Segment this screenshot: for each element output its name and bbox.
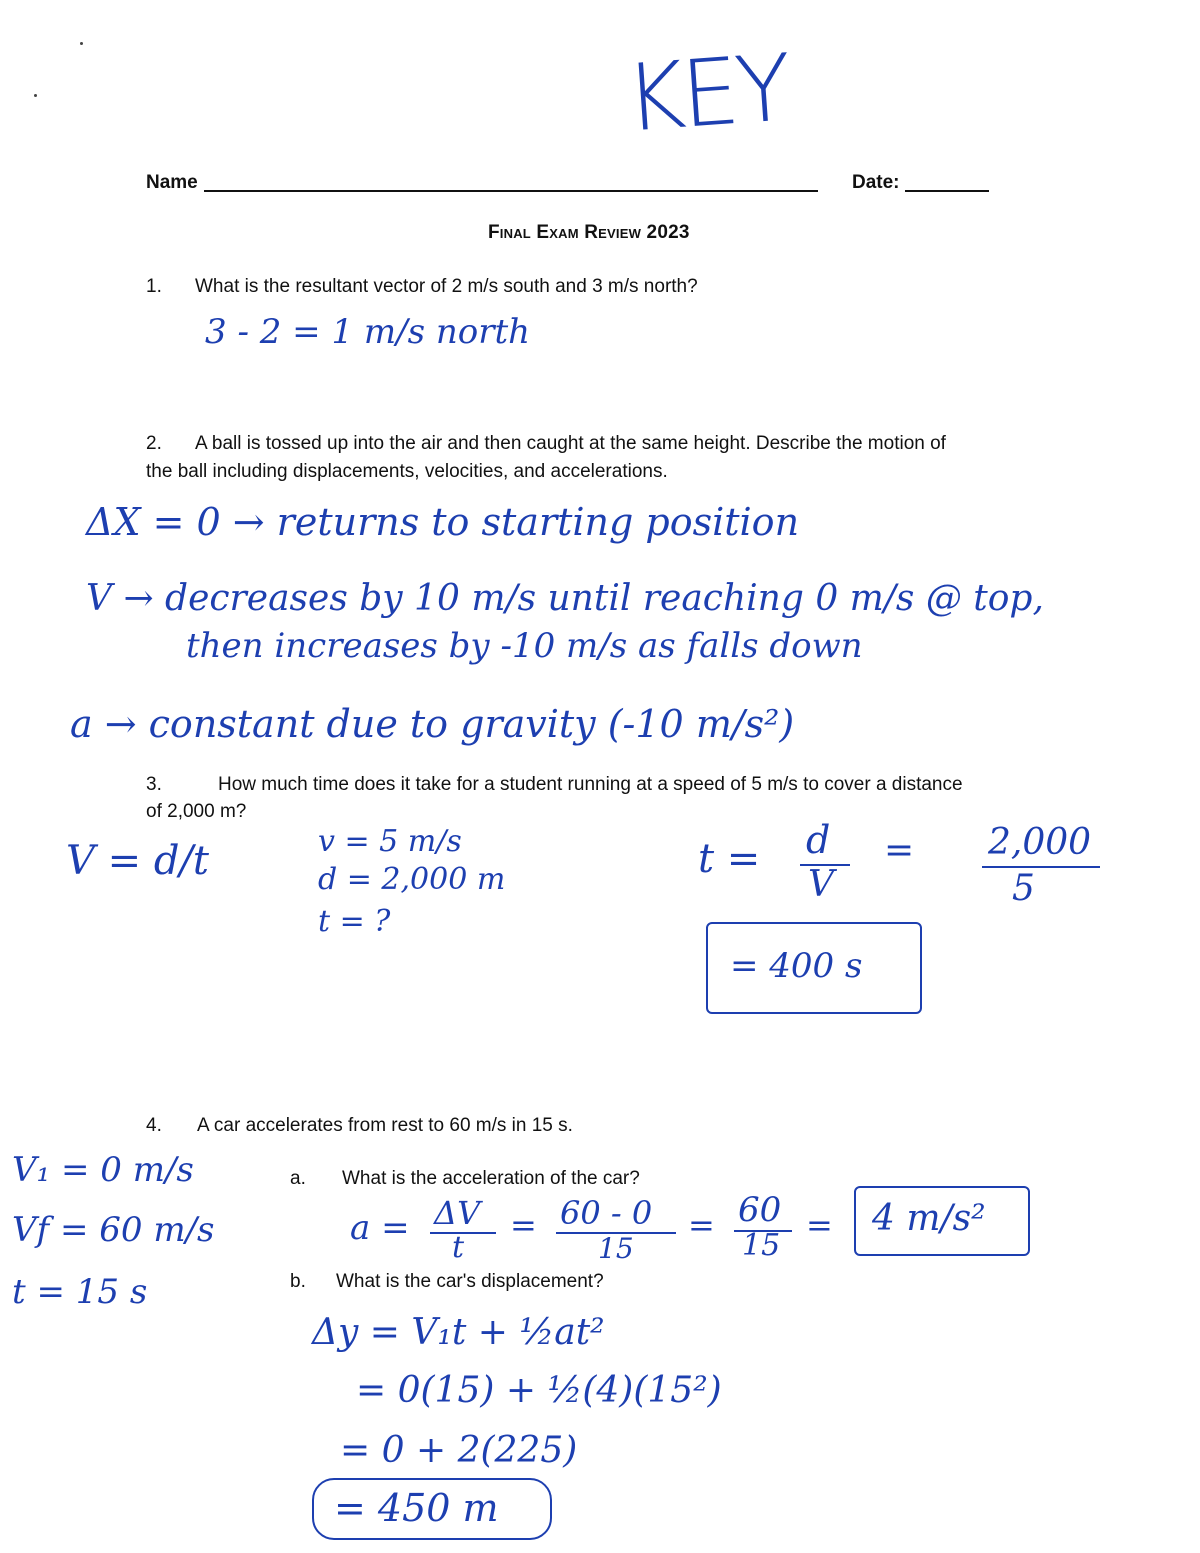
scan-speck [34, 94, 37, 97]
handwritten-fraction-numerator: 60 [738, 1190, 782, 1230]
handwritten-answer-line: ΔX = 0 → returns to starting position [86, 500, 800, 544]
fraction-bar [982, 866, 1100, 868]
handwritten-answer-line: a → constant due to gravity (-10 m/s²) [70, 702, 795, 746]
handwritten-work: = [688, 1206, 715, 1244]
handwritten-fraction-numerator: ΔV [434, 1194, 481, 1232]
answer-box [312, 1478, 552, 1540]
handwritten-work: t = [698, 836, 761, 882]
part-letter: a. [290, 1168, 306, 1189]
handwritten-fraction-denominator: t [452, 1230, 465, 1265]
page-title: Final Exam Review 2023 [488, 222, 690, 243]
handwritten-given: v = 5 m/s [318, 824, 462, 859]
handwritten-formula: V = d/t [66, 838, 209, 884]
question-text-line: of 2,000 m? [146, 801, 247, 822]
part-question-text: What is the car's displacement? [336, 1271, 604, 1292]
question-number: 1. [146, 276, 162, 297]
handwritten-answer-line: then increases by -10 m/s as falls down [186, 626, 863, 666]
question-number: 4. [146, 1115, 162, 1136]
question-number: 2. [146, 433, 162, 454]
part-letter: b. [290, 1271, 306, 1292]
handwritten-given: t = ? [318, 904, 391, 939]
handwritten-answer-line: V → decreases by 10 m/s until reaching 0 m/s @ top, [86, 578, 1044, 619]
handwritten-result: 4 m/s² [872, 1198, 986, 1239]
part-question-text: What is the acceleration of the car? [342, 1168, 640, 1189]
date-field-line[interactable] [905, 190, 989, 192]
handwritten-given: V₁ = 0 m/s [12, 1150, 194, 1190]
handwritten-result: = 450 m [334, 1486, 499, 1530]
handwritten-work: = [884, 830, 915, 871]
name-field-line[interactable] [204, 190, 818, 192]
scan-speck [80, 42, 83, 45]
question-text-line: the ball including displacements, velocities, and accelerations. [146, 461, 668, 482]
handwritten-result: = 400 s [730, 946, 863, 986]
handwritten-work: = [510, 1206, 537, 1244]
handwritten-answer: 3 - 2 = 1 m/s north [205, 312, 531, 352]
question-text: A car accelerates from rest to 60 m/s in 15 s. [197, 1115, 573, 1136]
name-label: Name [146, 172, 198, 193]
handwritten-fraction-numerator: 2,000 [988, 822, 1092, 863]
handwritten-work-line: Δy = V₁t + ½at² [312, 1312, 605, 1353]
answer-box [706, 922, 922, 1014]
handwritten-work-line: = 0 + 2(225) [340, 1430, 578, 1471]
answer-box [854, 1186, 1030, 1256]
handwritten-given: t = 15 s [12, 1272, 148, 1312]
handwritten-fraction-denominator: 15 [742, 1228, 781, 1263]
answer-key-mark: KEY [621, 34, 792, 153]
handwritten-fraction-denominator: 15 [598, 1232, 634, 1265]
handwritten-fraction-numerator: d [806, 818, 831, 862]
handwritten-work-line: = 0(15) + ½(4)(15²) [356, 1370, 722, 1411]
question-text: What is the resultant vector of 2 m/s south and 3 m/s north? [195, 276, 698, 297]
handwritten-work: = [806, 1206, 833, 1244]
question-number: 3. [146, 774, 162, 795]
question-text-line: How much time does it take for a student running at a speed of 5 m/s to cover a distance [218, 774, 963, 795]
handwritten-fraction-denominator: V [808, 864, 834, 905]
question-text-line: A ball is tossed up into the air and then caught at the same height. Describe the motion of [195, 433, 946, 454]
date-label: Date: [852, 172, 900, 193]
handwritten-fraction-denominator: 5 [1012, 868, 1035, 909]
handwritten-work: a = [350, 1208, 410, 1248]
handwritten-given: Vf = 60 m/s [12, 1210, 215, 1250]
handwritten-given: d = 2,000 m [318, 862, 506, 897]
handwritten-fraction-numerator: 60 - 0 [560, 1194, 653, 1232]
